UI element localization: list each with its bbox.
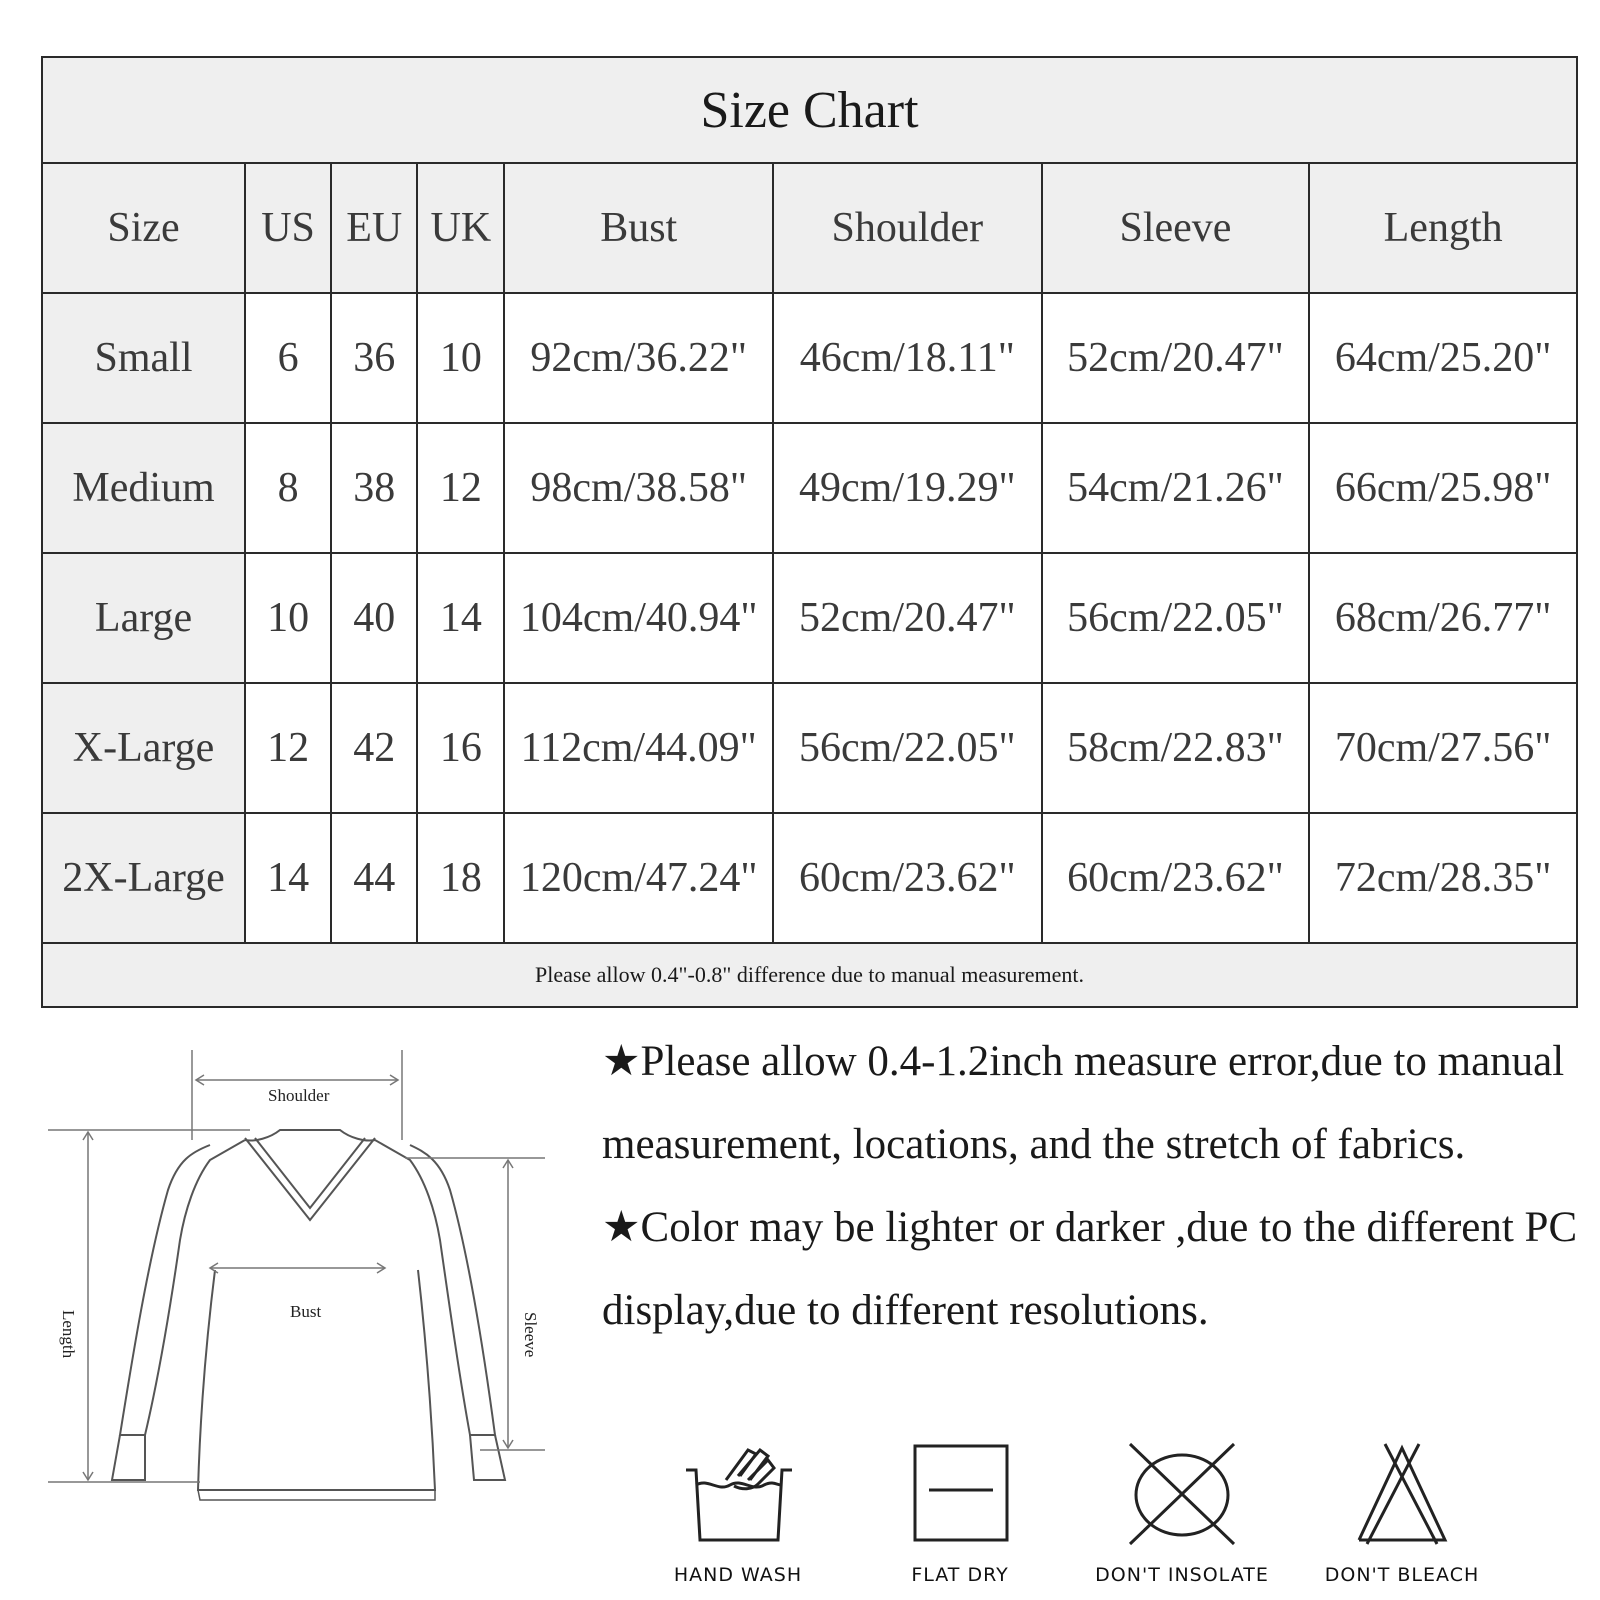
dont-insolate-label: DON'T INSOLATE xyxy=(1095,1564,1269,1586)
shoulder-label: Shoulder xyxy=(268,1086,330,1105)
care-dont-bleach xyxy=(1302,1440,1502,1590)
measure-error-note: ★Please allow 0.4-1.2inch measure error,due to manual measurement, locations, and the stretch of fabrics. xyxy=(602,1038,1565,1168)
notes-block xyxy=(602,1020,1582,1352)
sleeve-cell: 58cm/22.83" xyxy=(1042,683,1310,813)
header-row xyxy=(42,163,1577,293)
length-cell: 70cm/27.56" xyxy=(1309,683,1577,813)
shoulder-cell: 56cm/22.05" xyxy=(773,683,1042,813)
size-cell: Small xyxy=(42,293,245,423)
bust-cell: 112cm/44.09" xyxy=(504,683,773,813)
eu-cell: 38 xyxy=(331,423,417,553)
size-cell: Large xyxy=(42,553,245,683)
header-bust: Bust xyxy=(504,163,773,293)
sleeve-cell: 52cm/20.47" xyxy=(1042,293,1310,423)
size-cell: 2X-Large xyxy=(42,813,245,943)
dont-insolate-icon xyxy=(1122,1440,1242,1550)
size-chart-table xyxy=(41,56,1578,1008)
note-row xyxy=(42,943,1577,1007)
header-size: Size xyxy=(42,163,245,293)
us-cell: 6 xyxy=(245,293,331,423)
shoulder-cell: 46cm/18.11" xyxy=(773,293,1042,423)
uk-cell: 12 xyxy=(417,423,504,553)
care-hand-wash xyxy=(638,1440,838,1590)
flat-dry-label: FLAT DRY xyxy=(911,1564,1009,1586)
dont-bleach-label: DON'T BLEACH xyxy=(1324,1564,1480,1586)
us-cell: 12 xyxy=(245,683,331,813)
bust-label: Bust xyxy=(290,1302,322,1321)
sleeve-cell: 56cm/22.05" xyxy=(1042,553,1310,683)
header-eu: EU xyxy=(331,163,417,293)
shoulder-cell: 52cm/20.47" xyxy=(773,553,1042,683)
table-row xyxy=(42,683,1577,813)
header-sleeve: Sleeve xyxy=(1042,163,1310,293)
dont-bleach-icon xyxy=(1347,1440,1457,1550)
size-chart-title: Size Chart xyxy=(42,57,1577,163)
eu-cell: 44 xyxy=(331,813,417,943)
length-cell: 68cm/26.77" xyxy=(1309,553,1577,683)
uk-cell: 14 xyxy=(417,553,504,683)
care-flat-dry xyxy=(860,1440,1060,1590)
garment-diagram xyxy=(40,1030,580,1560)
eu-cell: 40 xyxy=(331,553,417,683)
shoulder-cell: 49cm/19.29" xyxy=(773,423,1042,553)
eu-cell: 36 xyxy=(331,293,417,423)
sweater-outline-icon xyxy=(40,1030,580,1560)
sleeve-cell: 60cm/23.62" xyxy=(1042,813,1310,943)
uk-cell: 10 xyxy=(417,293,504,423)
shoulder-cell: 60cm/23.62" xyxy=(773,813,1042,943)
header-us: US xyxy=(245,163,331,293)
sleeve-label: Sleeve xyxy=(521,1312,540,1358)
length-cell: 72cm/28.35" xyxy=(1309,813,1577,943)
table-row xyxy=(42,553,1577,683)
bust-cell: 92cm/36.22" xyxy=(504,293,773,423)
flat-dry-icon xyxy=(905,1440,1015,1550)
table-row xyxy=(42,423,1577,553)
sleeve-cell: 54cm/21.26" xyxy=(1042,423,1310,553)
care-dont-insolate xyxy=(1082,1440,1282,1590)
measurement-note: Please allow 0.4"-0.8" difference due to manual measurement. xyxy=(42,943,1577,1007)
table-row xyxy=(42,293,1577,423)
length-cell: 64cm/25.20" xyxy=(1309,293,1577,423)
header-length: Length xyxy=(1309,163,1577,293)
header-shoulder: Shoulder xyxy=(773,163,1042,293)
uk-cell: 16 xyxy=(417,683,504,813)
uk-cell: 18 xyxy=(417,813,504,943)
bust-cell: 120cm/47.24" xyxy=(504,813,773,943)
length-cell: 66cm/25.98" xyxy=(1309,423,1577,553)
hand-wash-label: HAND WASH xyxy=(673,1564,803,1586)
us-cell: 8 xyxy=(245,423,331,553)
header-uk: UK xyxy=(417,163,504,293)
hand-wash-icon xyxy=(678,1440,798,1550)
color-note: ★Color may be lighter or darker ,due to the different PC display,due to different resolutions. xyxy=(602,1204,1578,1334)
us-cell: 10 xyxy=(245,553,331,683)
us-cell: 14 xyxy=(245,813,331,943)
title-row xyxy=(42,57,1577,163)
size-cell: Medium xyxy=(42,423,245,553)
length-label: Length xyxy=(59,1310,78,1359)
eu-cell: 42 xyxy=(331,683,417,813)
bust-cell: 104cm/40.94" xyxy=(504,553,773,683)
bust-cell: 98cm/38.58" xyxy=(504,423,773,553)
table-row xyxy=(42,813,1577,943)
size-cell: X-Large xyxy=(42,683,245,813)
